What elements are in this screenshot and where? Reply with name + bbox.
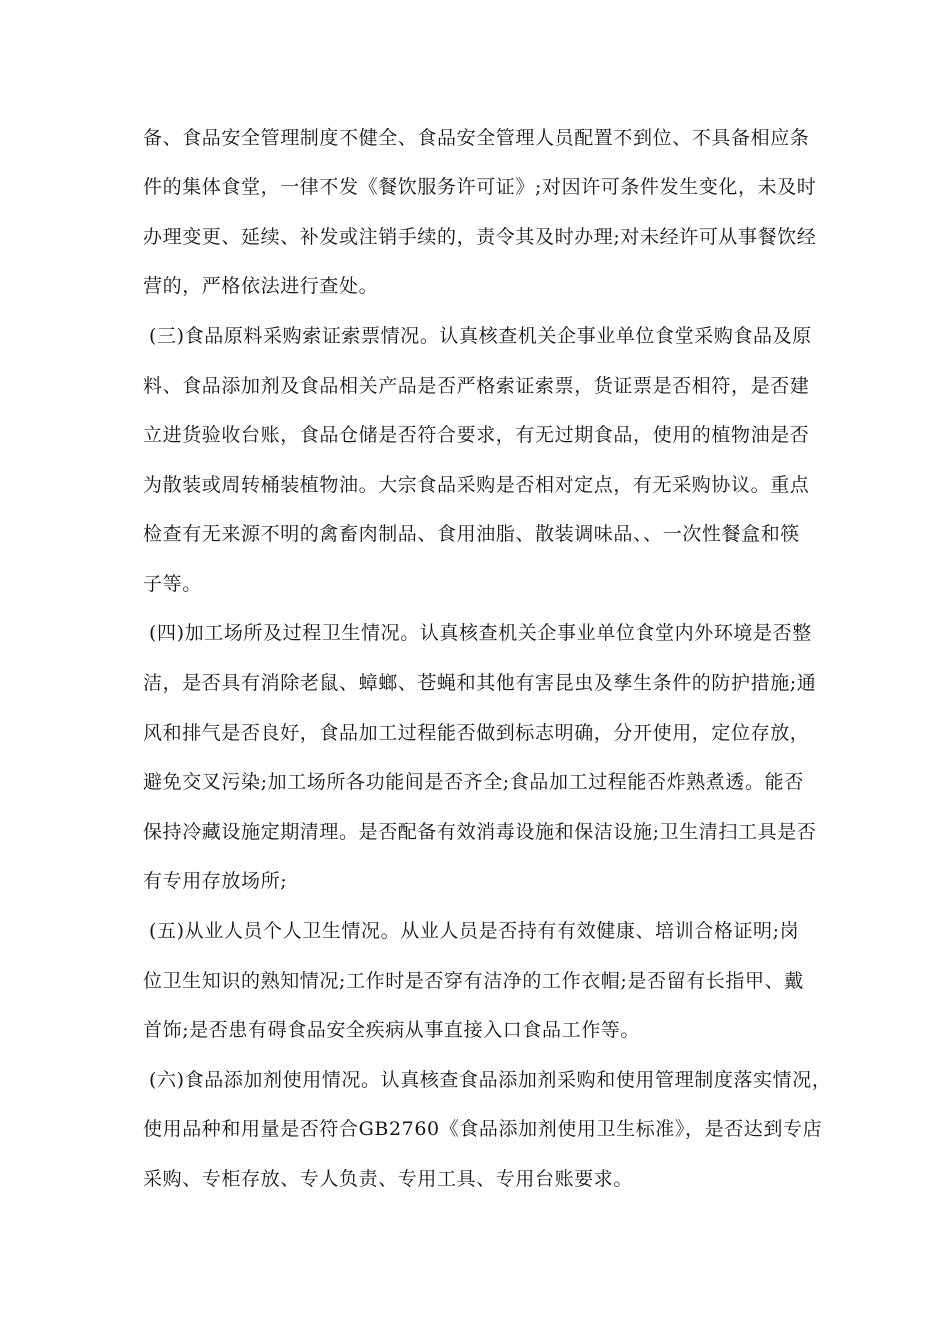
text-line: 有专用存放场所; [143, 870, 288, 892]
section-5-first-line: (五)从业人员个人卫生情况。从业人员是否持有有效健康、培训合格证明;岗 [149, 920, 800, 942]
text-line: 营的，严格依法进行查处。 [143, 275, 379, 297]
text-line: 避免交叉污染;加工场所各功能间是否齐全;食品加工过程能否炸熟煮透。能否 [143, 771, 804, 793]
text-line: 位卫生知识的熟知情况;工作时是否穿有洁净的工作衣帽;是否留有长指甲、戴 [143, 970, 804, 992]
text-line: 立进货验收台账，食品仓储是否符合要求，有无过期食品，使用的植物油是否 [143, 424, 810, 446]
section-3-first-line: (三)食品原料采购索证索票情况。认真核查机关企事业单位食堂采购食品及原 [149, 325, 812, 347]
text-line: 为散装或周转桶装植物油。大宗食品采购是否相对定点，有无采购协议。重点 [143, 474, 810, 496]
text-line: 首饰;是否患有碍食品安全疾病从事直接入口食品工作等。 [143, 1019, 641, 1041]
section-4-first-line: (四)加工场所及过程卫生情况。认真核查机关企事业单位食堂内外环境是否整 [149, 622, 812, 644]
section-6-first-line: (六)食品添加剂使用情况。认真核查食品添加剂采购和使用管理制度落实情况， [149, 1069, 832, 1091]
text-line: 备、食品安全管理制度不健全、食品安全管理人员配置不到位、不具备相应条 [143, 127, 810, 149]
text-line: 风和排气是否良好，食品加工过程能否做到标志明确，分开使用，定位存放， [143, 722, 810, 744]
text-line: 办理变更、延续、补发或注销手续的，责令其及时办理;对未经许可从事餐饮经 [143, 226, 817, 248]
text-line: 子等。 [143, 573, 202, 595]
text-line: 洁，是否具有消除老鼠、蟑螂、苍蝇和其他有害昆虫及孳生条件的防护措施;通 [143, 672, 817, 694]
text-line: 使用品种和用量是否符合GB2760《食品添加剂使用卫生标准》，是否达到专店 [143, 1118, 823, 1140]
text-line: 料、食品添加剂及食品相关产品是否严格索证索票，货证票是否相符，是否建 [143, 375, 810, 397]
text-line: 采购、专柜存放、专人负责、专用工具、专用台账要求。 [143, 1168, 634, 1190]
text-line: 检查有无来源不明的禽畜肉制品、食用油脂、散装调味品、、一次性餐盒和筷 [143, 523, 800, 545]
text-line: 件的集体食堂，一律不发《餐饮服务许可证》;对因许可条件发生变化，未及时 [143, 176, 817, 198]
text-line: 保持冷藏设施定期清理。是否配备有效消毒设施和保洁设施;卫生清扫工具是否 [143, 821, 817, 843]
